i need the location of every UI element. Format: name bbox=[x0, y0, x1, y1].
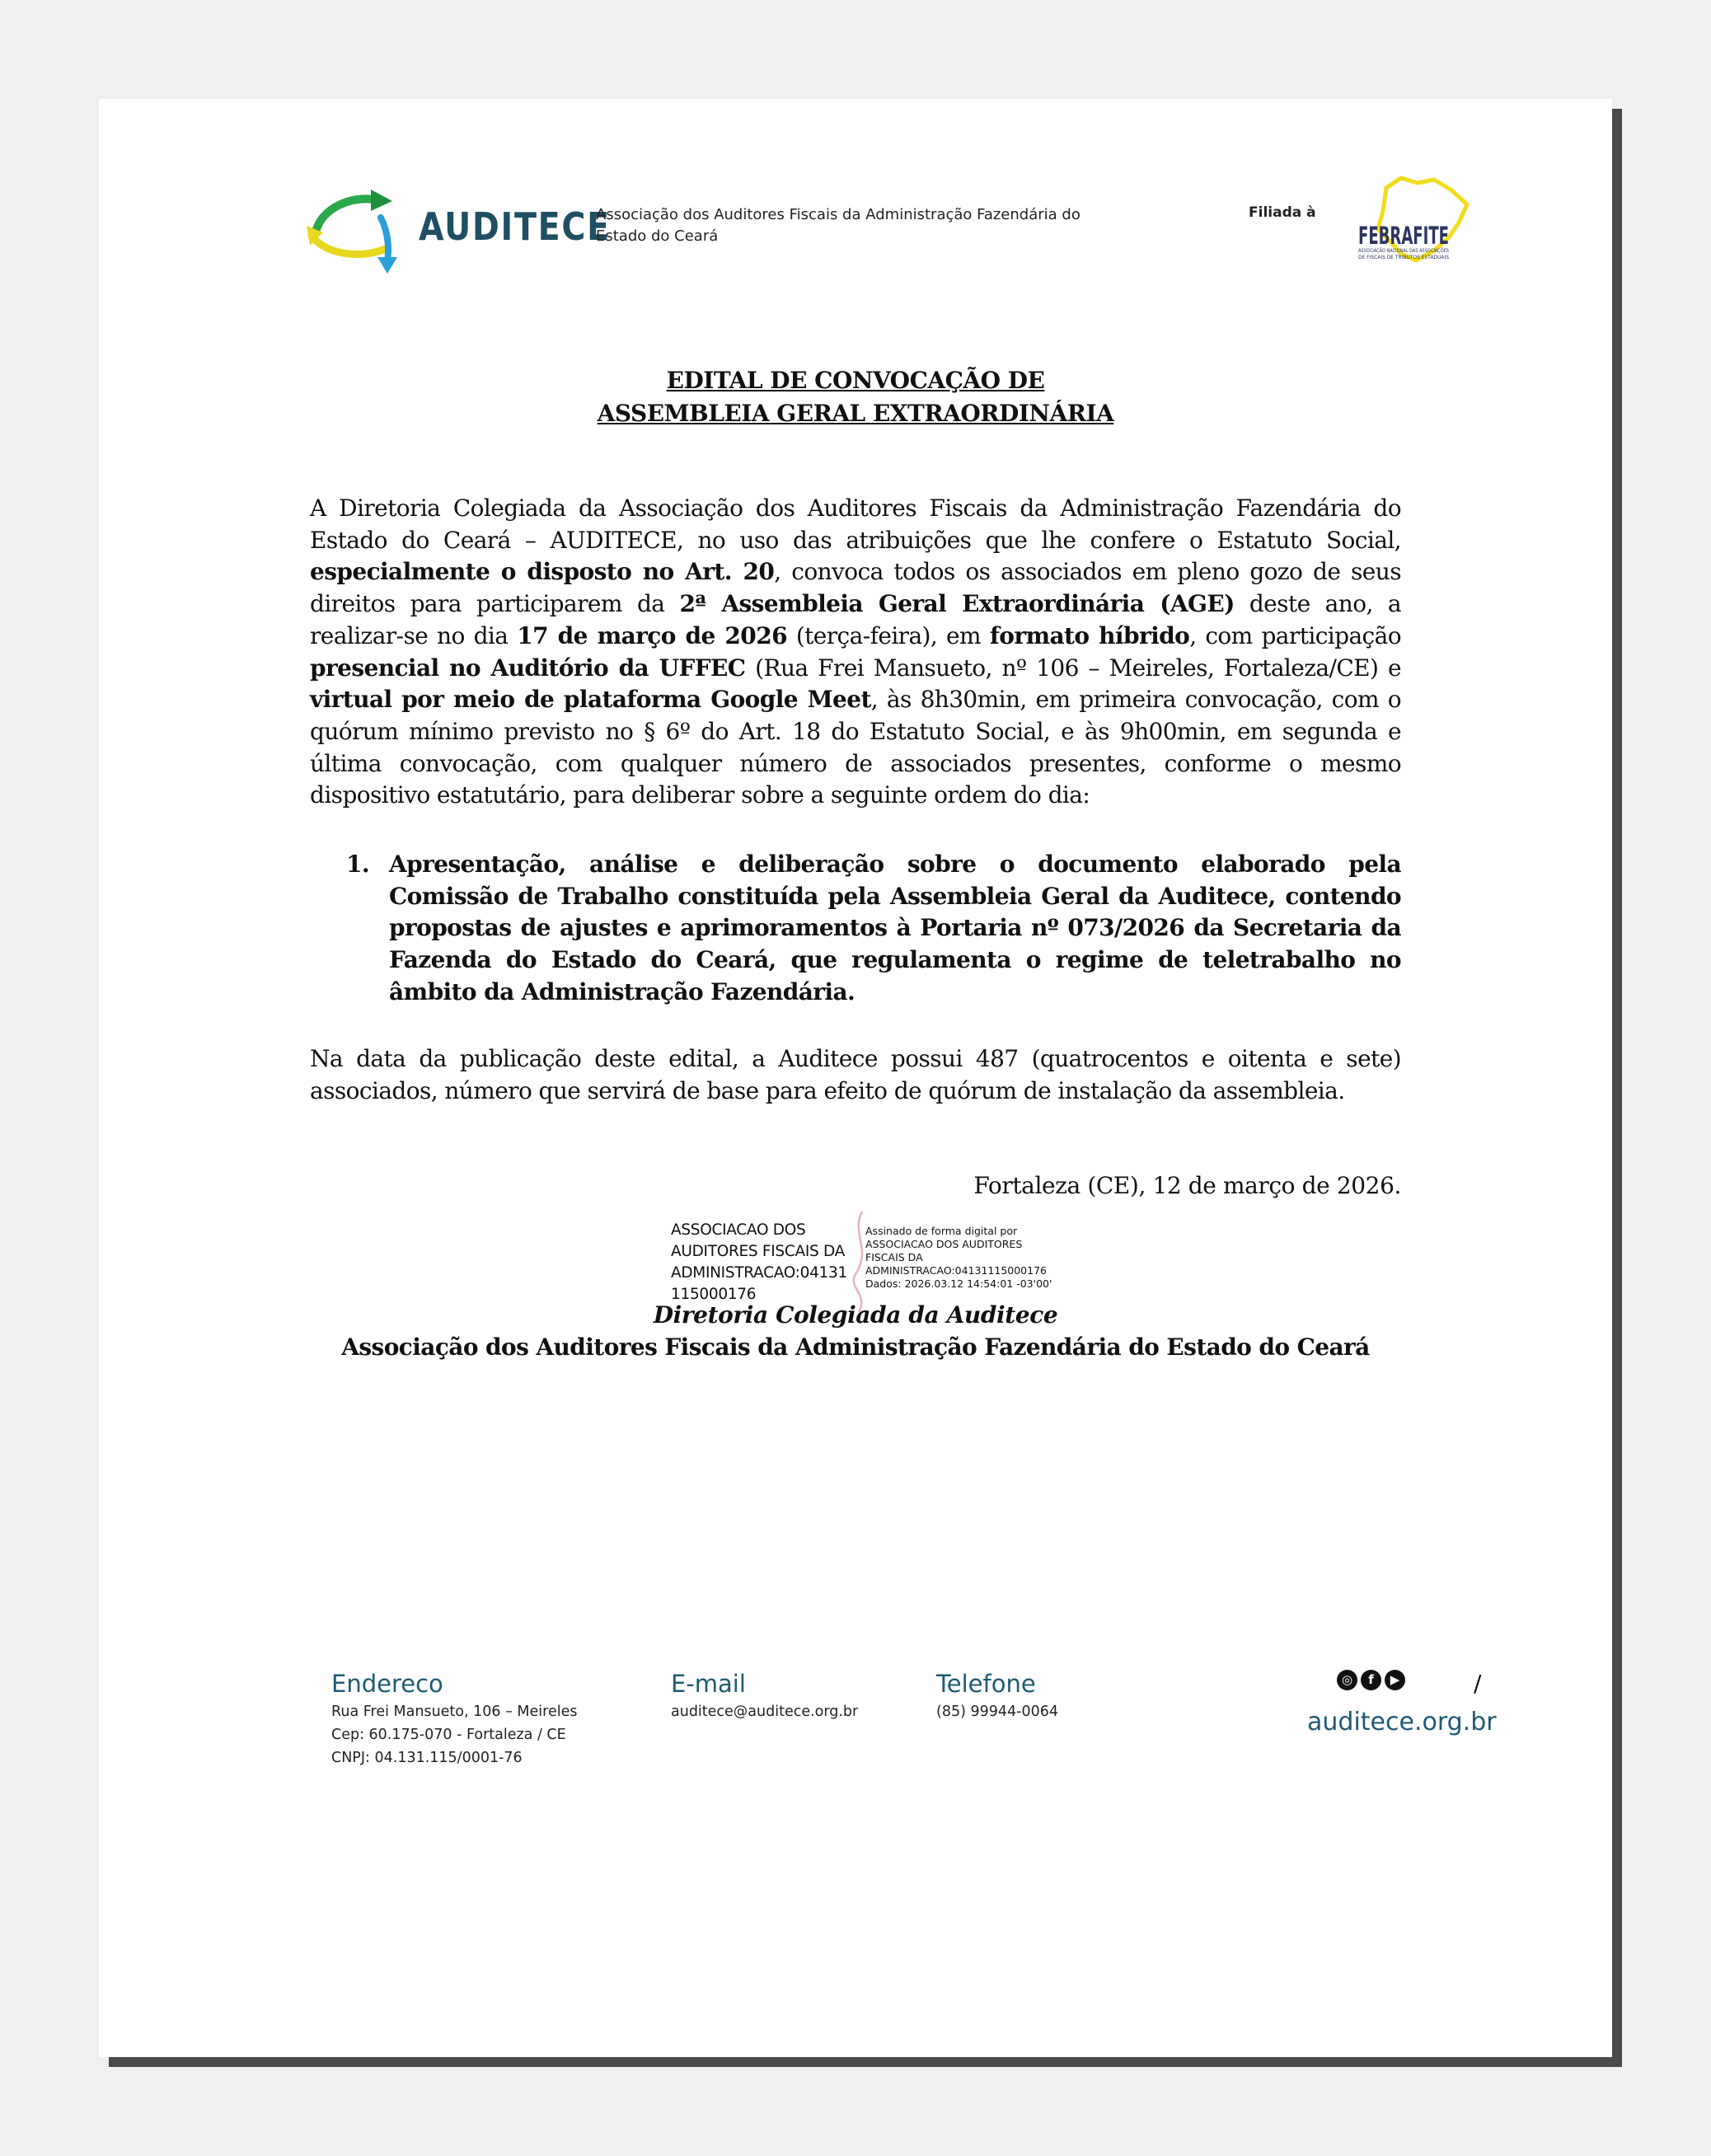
p1-text-1: A Diretoria Colegiada da Associação dos Auditores Fiscais da Administração Fazendária do Estado do Ceará – AUDITECE, no uso das atribuições que lhe confere o Estatuto Social, bbox=[310, 494, 1401, 554]
footer-address bbox=[331, 1700, 628, 1769]
sig-right-line: FISCAIS DA bbox=[865, 1251, 923, 1263]
p1-text-2: , convoca todos os associados em pleno gozo de seus direitos para participarem da bbox=[310, 558, 1401, 618]
document-page bbox=[99, 99, 1612, 2057]
footer-address-heading: Endereco bbox=[331, 1670, 443, 1698]
youtube-icon[interactable]: ▶ bbox=[1385, 1670, 1405, 1690]
p1-bold-6: virtual por meio de plataforma Google Meet bbox=[310, 686, 871, 714]
sig-left-line: ADMINISTRACAO:04131 bbox=[671, 1264, 847, 1282]
convocation-paragraph bbox=[310, 493, 1401, 812]
signer-name: Diretoria Colegiada da Auditece bbox=[653, 1301, 1058, 1329]
footer-email[interactable]: auditece@auditece.org.br bbox=[671, 1704, 859, 1720]
agenda-item-text: Apresentação, análise e deliberação sobre o documento elaborado pela Comissão de Trabalho constituída pela Assembleia Geral da Auditece, contendo propostas de ajustes e aprimoramentos à Portaria nº 073/2026 da Secretaria da Fazenda do Estado do Ceará, que regulamenta o regime de teletrabalho no âmbito da Administração Fazendária. bbox=[389, 851, 1401, 1005]
members-paragraph: Na data da publicação deste edital, a Auditece possui 487 (quatrocentos e oitenta e sete) associados, número que servirá de base para efeito de quórum de instalação da assembleia. bbox=[310, 1045, 1401, 1104]
svg-text:DE FISCAIS DE TRIBUTOS ESTADUA: DE FISCAIS DE TRIBUTOS ESTADUAIS bbox=[1358, 255, 1450, 260]
p1-text-5: , com participação bbox=[1189, 621, 1401, 649]
brand-description: Associação dos Auditores Fiscais da Administração Fazendária do Estado do Ceará bbox=[596, 206, 1081, 245]
sig-right-line: ADMINISTRACAO:04131115000176 bbox=[865, 1264, 1047, 1277]
title-line-1: EDITAL DE CONVOCAÇÃO DE bbox=[666, 367, 1045, 394]
p1-text-6: (Rua Frei Mansueto, nº 106 – Meireles, Fortaleza/CE) e bbox=[745, 654, 1401, 682]
sig-left-line: ASSOCIACAO DOS bbox=[671, 1221, 806, 1239]
signature-certificate-name bbox=[671, 1220, 893, 1305]
document-title bbox=[99, 364, 1612, 430]
social-icons bbox=[1337, 1670, 1405, 1690]
signer-organization: Associação dos Auditores Fiscais da Administração Fazendária do Estado do Ceará bbox=[341, 1333, 1370, 1361]
svg-text:ASSOCIAÇÃO NACIONAL DAS ASSOCI: ASSOCIAÇÃO NACIONAL DAS ASSOCIAÇÕES bbox=[1358, 248, 1450, 254]
footer-phone: (85) 99944-0064 bbox=[936, 1704, 1059, 1720]
p1-bold-2: 2ª Assembleia Geral Extraordinária (AGE) bbox=[679, 590, 1235, 618]
footer-slash: / bbox=[1474, 1670, 1482, 1697]
p1-bold-4: formato híbrido bbox=[989, 621, 1190, 649]
footer-website-link[interactable]: auditece.org.br bbox=[1307, 1708, 1497, 1737]
agenda-item bbox=[346, 849, 1401, 1009]
sig-right-line: Assinado de forma digital por bbox=[865, 1225, 1018, 1237]
agenda-item-number: 1. bbox=[346, 851, 370, 878]
title-line-2: ASSEMBLEIA GERAL EXTRAORDINÁRIA bbox=[597, 400, 1114, 427]
instagram-icon[interactable]: ◎ bbox=[1337, 1670, 1357, 1690]
sig-left-line: 115000176 bbox=[671, 1286, 757, 1303]
agenda-list bbox=[346, 849, 1401, 1009]
affiliation-label: Filiada à bbox=[1249, 204, 1316, 221]
p1-bold-5: presencial no Auditório da UFFEC bbox=[310, 654, 746, 682]
p1-bold-3: 17 de março de 2026 bbox=[517, 621, 787, 649]
febrafite-brand: FEBRAFITE bbox=[1358, 222, 1449, 250]
p1-bold-1: especialmente o disposto no Art. 20 bbox=[310, 558, 775, 586]
facebook-icon[interactable]: f bbox=[1361, 1670, 1381, 1690]
p1-text-4: (terça-feira), em bbox=[786, 621, 990, 649]
signature-stamp bbox=[865, 1225, 1088, 1291]
auditece-logo-icon bbox=[307, 185, 412, 275]
sig-right-line: ASSOCIACAO DOS AUDITORES bbox=[865, 1238, 1023, 1250]
brand-name: AUDITECE bbox=[419, 204, 611, 249]
date-line: Fortaleza (CE), 12 de março de 2026. bbox=[973, 1172, 1401, 1199]
footer-email-heading: E-mail bbox=[671, 1670, 746, 1698]
footer-phone-heading: Telefone bbox=[936, 1670, 1036, 1698]
p1-text-7: , às 8h30min, em primeira convocação, com o quórum mínimo previsto no § 6º do Art. 18 do Estatuto Social, e às 9h00min, em segunda e última convocação, com qualquer número de associados presentes, conforme o mesmo dispositivo estatutário, para deliberar sobre a seguinte ordem do dia: bbox=[310, 686, 1401, 809]
footer-address-line: CNPJ: 04.131.115/0001-76 bbox=[331, 1750, 523, 1766]
sig-right-line: Dados: 2026.03.12 14:54:01 -03'00' bbox=[865, 1277, 1052, 1290]
sig-left-line: AUDITORES FISCAIS DA bbox=[671, 1243, 845, 1260]
febrafite-logo-icon bbox=[1335, 171, 1484, 270]
p1-text-3: deste ano, a realizar-se no dia bbox=[310, 590, 1401, 649]
footer-address-line: Cep: 60.175-070 - Fortaleza / CE bbox=[331, 1727, 566, 1743]
footer-address-line: Rua Frei Mansueto, 106 – Meireles bbox=[331, 1704, 578, 1720]
